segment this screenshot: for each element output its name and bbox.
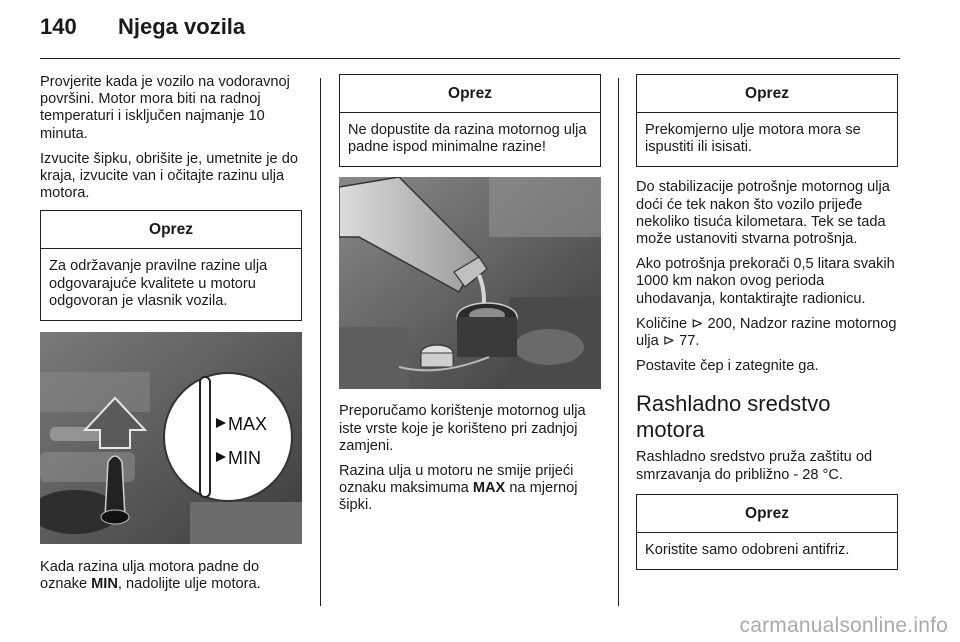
engine-dipstick-image xyxy=(40,332,302,544)
column-right xyxy=(636,74,898,570)
header-rule xyxy=(40,58,900,59)
warning-box-owner xyxy=(40,210,302,321)
page-number: 140 xyxy=(40,14,77,39)
oil-pouring-illustration xyxy=(339,177,601,389)
paragraph-cross-references: Količine ⊳ 200, Nadzor razine motornog ulja ⊳ 77. xyxy=(636,315,897,350)
warning-text: Koristite samo odobreni antifriz. xyxy=(645,541,850,558)
warning-title: Oprez xyxy=(637,75,897,113)
warning-text: Ne dopustite da razina motornog ulja padne ispod minimalne razine! xyxy=(348,122,587,156)
paragraph-min-refill: Kada razina ulja motora padne do oznake MIN, nadolijte ulje motora. xyxy=(40,559,261,593)
warning-box-excess-oil xyxy=(636,74,898,167)
paragraph-consumption-stabilize: Do stabilizacije potrošnje motornog ulja doći će tek nakon što vozilo prijeđe nekoliko tisuća kilometara. Tek se tada može ustanoviti stvarna potrošnja. xyxy=(636,179,890,248)
column-left xyxy=(40,74,302,601)
page-title: Njega vozila xyxy=(118,14,246,39)
warning-text: Prekomjerno ulje motora mora se ispustiti ili isisati. xyxy=(645,122,861,156)
column-divider-right xyxy=(618,78,619,606)
dipstick-max-label: MAX xyxy=(228,414,268,435)
warning-box-antifreeze xyxy=(636,494,898,570)
warning-title: Oprez xyxy=(340,75,600,113)
warning-box-min-level xyxy=(339,74,601,167)
page-ref-arrow-icon: ⊳ xyxy=(691,315,704,332)
warning-title: Oprez xyxy=(41,211,301,249)
page-ref-arrow-icon: ⊳ xyxy=(662,333,676,350)
paragraph-check-level: Provjerite kada je vozilo na vodoravnoj površini. Motor mora biti na radnoj temperaturi i isključen najmanje 10 minuta. xyxy=(40,74,290,142)
section-heading-coolant: Rashladno sredstvo motora xyxy=(636,391,831,443)
page-ref-link[interactable]: 200 xyxy=(707,315,732,332)
dipstick-min-label: MIN xyxy=(228,448,261,469)
paragraph-oil-type: Preporučamo korištenje motornog ulja iste vrste koje je korišteno pri zadnjoj zamjeni. xyxy=(339,403,586,454)
column-divider-left xyxy=(320,78,321,606)
dipstick-illustration xyxy=(40,332,302,544)
column-middle xyxy=(339,74,601,523)
paragraph-coolant: Rashladno sredstvo pruža zaštitu od smrzavanja do približno - 28 °C. xyxy=(636,449,873,483)
paragraph-cap: Postavite čep i zategnite ga. xyxy=(636,358,819,375)
warning-text: Za održavanje pravilne razine ulja odgovarajuće kvalitete u motoru odgovoran je vlasnik vozila. xyxy=(49,258,268,309)
watermark-logo: carmanualsonline.info xyxy=(739,614,948,637)
warning-title: Oprez xyxy=(637,495,897,533)
page-ref-link[interactable]: 77 xyxy=(679,333,696,350)
oil-filler-image xyxy=(339,177,601,389)
paragraph-max-level: Razina ulja u motoru ne smije prijeći oznaku maksimuma MAX na mjernoj šipki. xyxy=(339,463,578,514)
paragraph-consumption-limit: Ako potrošnja prekorači 0,5 litara svakih 1000 km nakon ovog perioda uhodavanja, kontaktirajte radionicu. xyxy=(636,256,895,307)
page-header xyxy=(40,14,245,54)
paragraph-dipstick: Izvucite šipku, obrišite je, umetnite je do kraja, izvucite van i očitajte razinu ulja motora. xyxy=(40,150,298,202)
